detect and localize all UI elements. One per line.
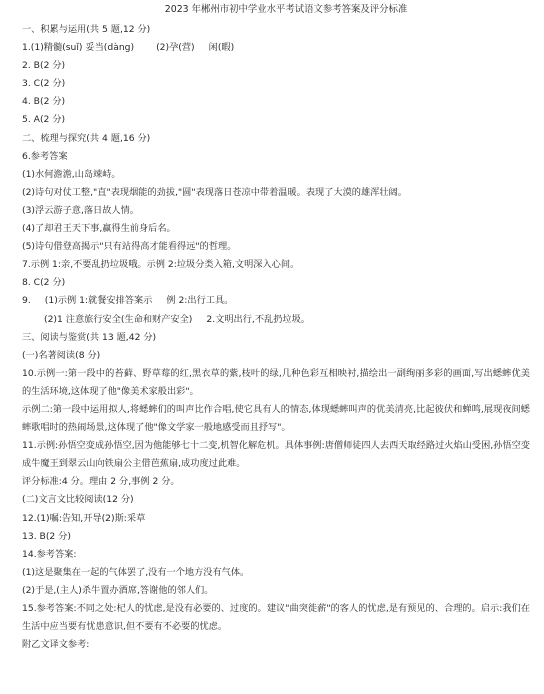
answer-text: (2)孕(营)	[156, 42, 195, 54]
answer-text: 2.文明出行,不乱扔垃圾。	[206, 313, 310, 325]
answer-line: 7.示例 1:亲,不要乱扔垃圾哦。示例 2:垃圾分类入箱,文明深入心间。	[22, 259, 300, 271]
answer-line: (1)水何澹澹,山岛竦峙。	[22, 168, 121, 180]
answer-line: 12.(1)嘱:告知,开导(2)斯:采草	[22, 512, 146, 524]
answer-line: 4. B(2 分)	[22, 96, 66, 108]
section-heading-1: 一、积累与运用(共 5 题,12 分)	[22, 24, 151, 35]
answer-line	[22, 292, 530, 310]
answer-line	[22, 39, 530, 57]
answer-line: 8. C(2 分)	[22, 277, 66, 289]
answer-paragraph: 15.参考答案:不同之处:杞人的忧虑,是没有必要的、过度的。建议"曲突徙薪"的客人的忧虑,是有预见的、合理的。启示:我们在生活中应当要有忧患意识,但不要有不必要的忧虑。	[22, 603, 530, 633]
answer-paragraph: 11.示例:孙悟空变成孙悟空,因为他能够七十二变,机智化解危机。具体事例:唐僧师徒四人去西天取经路过火焰山受困,孙悟空变成牛魔王到翠云山向铁扇公主借芭蕉扇,成功度过此难。	[22, 440, 530, 470]
answer-line: (1)这是聚集在一起的气体罢了,没有一个地方没有气体。	[22, 566, 250, 578]
section-heading-2: 二、梳理与探究(共 4 题,16 分)	[22, 132, 151, 144]
answer-line	[22, 311, 530, 329]
subsection-heading: (二)文言文比较阅读(12 分)	[22, 494, 134, 506]
answer-text: 闲(暇)	[208, 42, 235, 54]
answer-line: (5)诗句借登高揭示"只有站得高才能看得远"的哲理。	[22, 241, 237, 253]
answer-text: (2)1 注意旅行安全(生命和财产安全)	[44, 313, 193, 325]
answer-line: 14.参考答案:	[22, 548, 77, 560]
section-heading-3: 三、阅读与鉴赏(共 13 题,42 分)	[22, 331, 157, 343]
answer-line: (2)于是,(主人)杀牛置办酒席,答谢他的邻人们。	[22, 584, 214, 596]
answer-line: (4)了却君王天下事,赢得生前身后名。	[22, 223, 176, 235]
answer-text: 例 2:出行工具。	[166, 295, 234, 307]
answer-line: (3)浮云游子意,落日故人情。	[22, 204, 139, 216]
answer-line: 5. A(2 分)	[22, 114, 66, 126]
subsection-heading: (一)名著阅读(8 分)	[22, 349, 101, 361]
answer-line: 13. B(2 分)	[22, 530, 71, 542]
answer-line: 2. B(2 分)	[22, 60, 66, 72]
answer-text: 1.(1)精髓(suǐ) 妥当(dàng)	[22, 42, 135, 54]
appendix-heading: 附乙文译文参考:	[22, 639, 90, 651]
answer-line: (2)诗句对仗工整,"直"表现烟能的劲拔,"圆"表现落日苍凉中带着温暖。表现了大漠的雄浑壮阔。	[22, 186, 407, 198]
answer-text: (1)示例 1:就餐安排答案示	[44, 295, 153, 307]
answer-text: 9.	[22, 295, 31, 307]
answer-paragraph: 示例二:第一段中运用拟人,将蟋蟀们的叫声比作合唱,使它具有人的情态,体现蟋蟀叫声的优美清亮,比起彼伏和蝉鸣,展现夜间蟋蟀歌唱时的热闹场景,这体现了他"像文学家一般地感受而且抒写"。	[22, 403, 530, 434]
answer-paragraph: 10.示例一:第一段中的苔藓、野草莓的红,黑衣草的紫,枝叶的绿,几种色彩互相映衬,描绘出一副绚丽多彩的画面,写出蟋蟀优美的生活环境,这体现了他"像美术家般出彩"。	[22, 367, 530, 397]
scoring-note: 评分标准:4 分。理由 2 分,事例 2 分。	[22, 476, 180, 488]
answer-line: 6.参考答案	[22, 150, 68, 162]
answer-line: 3. C(2 分)	[22, 78, 66, 90]
page-title: 2023 年郴州市初中学业水平考试语文参考答案及评分标准	[164, 4, 408, 15]
